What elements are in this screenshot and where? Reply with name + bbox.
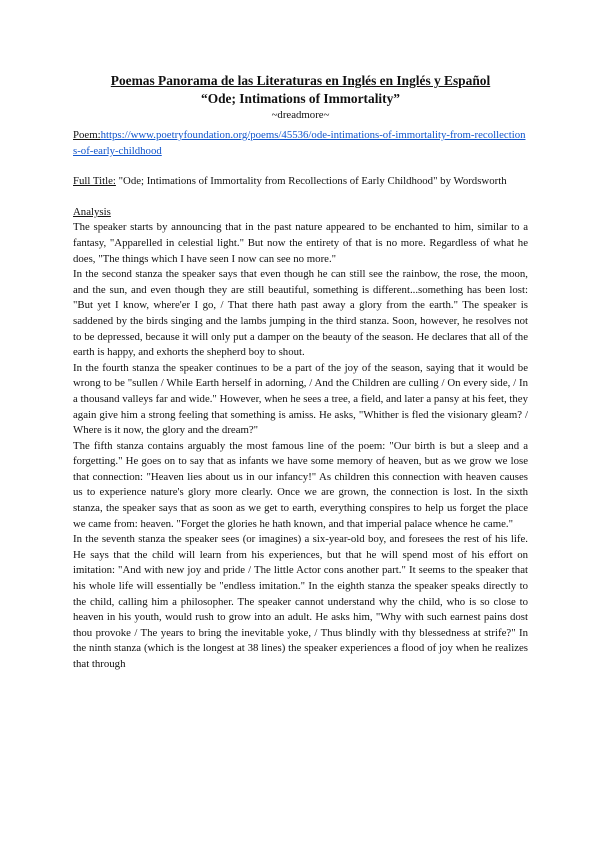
analysis-paragraph: In the second stanza the speaker says that even though he can still see the rainbow, the rose, the moon, and the sun, and even though they are still beautiful, something is different...something has been lost: "But yet I know, where'er I go, / That there hath past away a glory from the earth." The speaker is saddened by the birds singing and the lambs jumping in the third stanza. Soon, however, he resolves not to be depressed, because it will only put a damper on the beauty of the season. He declares that all of the earth is happy, and exhorts the shepherd boy to shout. [73,268,528,359]
author-byline: ~dreadmore~ [271,109,330,121]
analysis-paragraph: In the seventh stanza the speaker sees (or imagines) a six-year-old boy, and foresees the rest of his life. He says that the child will learn from his experiences, but that he will spend most of his effort on imitation: "And with new joy and pride / The little Actor cons another part." It seems to the speaker that his whole life will essentially be "endless imitation." In the eighth stanza the speaker speaks directly to the child, calling him a philosopher. The speaker cannot understand why the child, who is so close to heaven in his youth, would rush to grow into an adult. He asks him, "Why with such earnest pains dost thou provoke / The years to bring the inevitable yoke, / Thus blindly with thy blessedness at strife?" In the ninth stanza (which is the longest at 38 lines) the speaker experiences a flood of joy when he realizes that through [73,533,528,670]
full-title-text: "Ode; Intimations of Immortality from Recollections of Early Childhood" by Wordsworth [115,175,507,188]
analysis-heading: Analysis [73,205,111,218]
poem-source-line [73,128,528,159]
analysis-paragraph: The fifth stanza contains arguably the most famous line of the poem: "Our birth is but a sleep and a forgetting." He goes on to say that as infants we have some memory of heaven, but as we grow we lose that connection: "Heaven lies about us in our infancy!" As children this connection with heaven causes us to experience nature's glory more clearly. Once we are grown, the connection is lost. In the sixth stanza, the speaker says that as soon as we get to earth, everything conspires to help us forget the place we came from: heaven. "Forget the glories he hath known, and that imperial palace whence he came." [73,439,528,530]
poem-link[interactable]: https://www.poetryfoundation.org/poems/45536/ode-intimations-of-immortality-from-recollections-of-early-childhood [73,129,526,157]
poem-subtitle: “Ode; Intimations of Immortality” [201,91,400,106]
poem-label: Poem: [73,129,101,141]
analysis-paragraph: The speaker starts by announcing that in the past nature appeared to be enchanted to him, similar to a fantasy, "Apparelled in celestial light." But now the entirety of that is no more. Regardless of what he does, "The things which I have seen I now can see no more." [73,221,528,265]
document-title: Poemas Panorama de las Literaturas en Inglés en Inglés y Español [110,73,491,88]
full-title-label: Full Title: [73,175,116,188]
analysis-paragraph: In the fourth stanza the speaker continues to be a part of the joy of the season, saying that it would be wrong to be "sullen / While Earth herself in adorning, / And the Children are culling / On every side, / In a thousand valleys far and wide." However, when he sees a tree, a field, and later a pansy at his feet, they again give him a strong feeling that something is amiss. He asks, "Whither is fled the visionary gleam? / Where is it now, the glory and the dream?" [73,361,528,437]
full-title-line [73,174,528,190]
